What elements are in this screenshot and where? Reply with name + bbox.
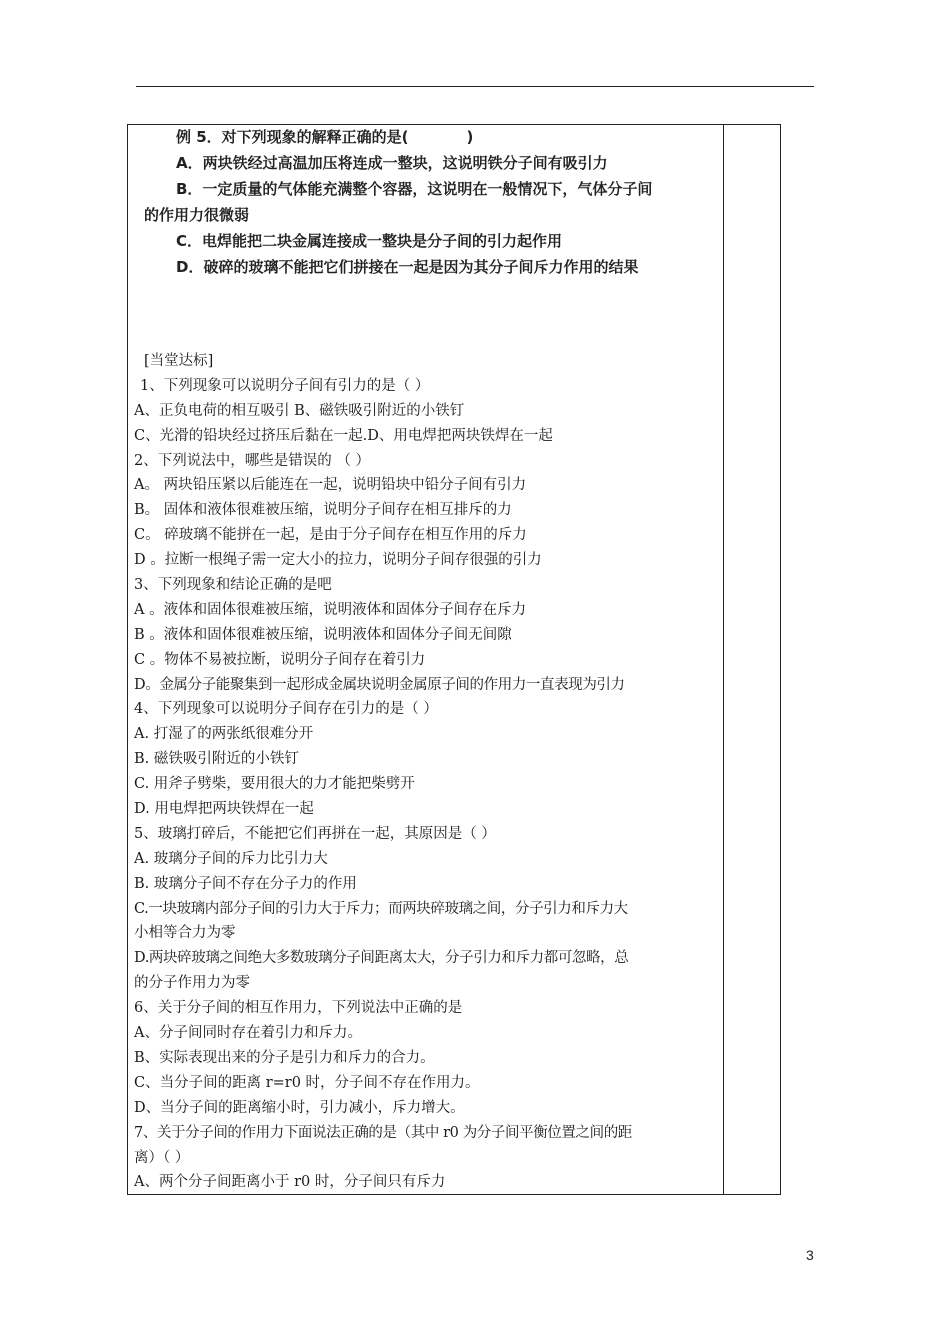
example-option-c: C．电焊能把二块金属连接成一整块是分子间的引力起作用	[176, 232, 563, 250]
table-column-divider	[723, 124, 724, 1195]
question-line: A. 玻璃分子间的斥力比引力大	[134, 850, 328, 867]
exercise-block	[134, 349, 720, 1195]
question-line: C.一块玻璃内部分子间的引力大于斥力；而两块碎玻璃之间，分子引力和斥力大	[134, 900, 628, 917]
question-line: C. 用斧子劈柴，要用很大的力才能把柴劈开	[134, 776, 415, 793]
question-line: A. 打湿了的两张纸很难分开	[134, 726, 314, 743]
question-1: 1、下列现象可以说明分子间有引力的是（ ）	[140, 377, 430, 394]
question-line: B。 固体和液体很难被压缩，说明分子间存在相互排斥的力	[134, 502, 512, 519]
question-7: 7、关于分子间的作用力下面说法正确的是（其中 r0 为分子间平衡位置之间的距	[134, 1124, 632, 1141]
question-line: A。 两块铅压紧以后能连在一起，说明铅块中铅分子间有引力	[134, 477, 527, 494]
question-2: 2、下列说法中，哪些是错误的 （ ）	[134, 452, 370, 469]
question-line: A、正负电荷的相互吸引 B、磁铁吸引附近的小铁钉	[134, 402, 465, 419]
question-line: 离）（ ）	[134, 1149, 190, 1166]
example-option-b: B．一定质量的气体能充满整个容器，这说明在一般情况下，气体分子间	[176, 180, 653, 198]
example-5-block	[144, 124, 716, 280]
question-line: B. 玻璃分子间不存在分子力的作用	[134, 875, 357, 892]
question-line: C、光滑的铅块经过挤压后黏在一起.D、用电焊把两块铁焊在一起	[134, 427, 553, 444]
question-5: 5、玻璃打碎后，不能把它们再拼在一起，其原因是（ ）	[134, 825, 496, 842]
page-number: 3	[806, 1247, 814, 1263]
question-line: 小相等合力为零	[134, 925, 236, 942]
question-line: C、当分子间的距离 r=r0 时，分子间不存在作用力。	[134, 1074, 480, 1091]
question-line: B. 磁铁吸引附近的小铁钉	[134, 751, 299, 768]
question-line: B 。液体和固体很难被压缩，说明液体和固体分子间无间隙	[134, 626, 512, 643]
question-6: 6、关于分子间的相互作用力，下列说法中正确的是	[134, 1000, 463, 1017]
question-line: C。 碎玻璃不能拼在一起，是由于分子间存在相互作用的斥力	[134, 527, 527, 544]
question-line: B、实际表现出来的分子是引力和斥力的合力。	[134, 1049, 435, 1066]
question-3: 3、下列现象和结论正确的是吧	[134, 577, 332, 594]
question-line: A、两个分子间距离小于 r0 时，分子间只有斥力	[134, 1174, 446, 1191]
question-line: D、当分子间的距离缩小时，引力减小，斥力增大。	[134, 1099, 465, 1116]
example-5-stem: 例 5．对下列现象的解释正确的是( )	[176, 128, 474, 146]
question-line: C 。物体不易被拉断，说明分子间存在着引力	[134, 651, 426, 668]
header-rule	[136, 86, 814, 87]
example-option-b-cont: 的作用力很微弱	[144, 206, 250, 224]
question-4: 4、下列现象可以说明分子间存在引力的是（ ）	[134, 701, 438, 718]
question-line: D. 用电焊把两块铁焊在一起	[134, 801, 314, 818]
question-line: D 。拉断一根绳子需一定大小的拉力，说明分子间存很强的引力	[134, 552, 542, 569]
question-line: A 。液体和固体很难被压缩，说明液体和固体分子间存在斥力	[134, 601, 527, 618]
example-option-a: A．两块铁经过高温加压将连成一整块，这说明铁分子间有吸引力	[176, 154, 608, 172]
example-option-d: D．破碎的玻璃不能把它们拼接在一起是因为其分子间斥力作用的结果	[176, 258, 639, 276]
section-title: [当堂达标]	[144, 353, 214, 369]
question-line: D。金属分子能聚集到一起形成金属块说明金属原子间的作用力一直表现为引力	[134, 676, 625, 693]
question-line: 的分子作用力为零	[134, 975, 250, 992]
question-line: A、分子间同时存在着引力和斥力。	[134, 1025, 362, 1042]
question-line: D.两块碎玻璃之间绝大多数玻璃分子间距离太大，分子引力和斥力都可忽略，总	[134, 950, 629, 967]
